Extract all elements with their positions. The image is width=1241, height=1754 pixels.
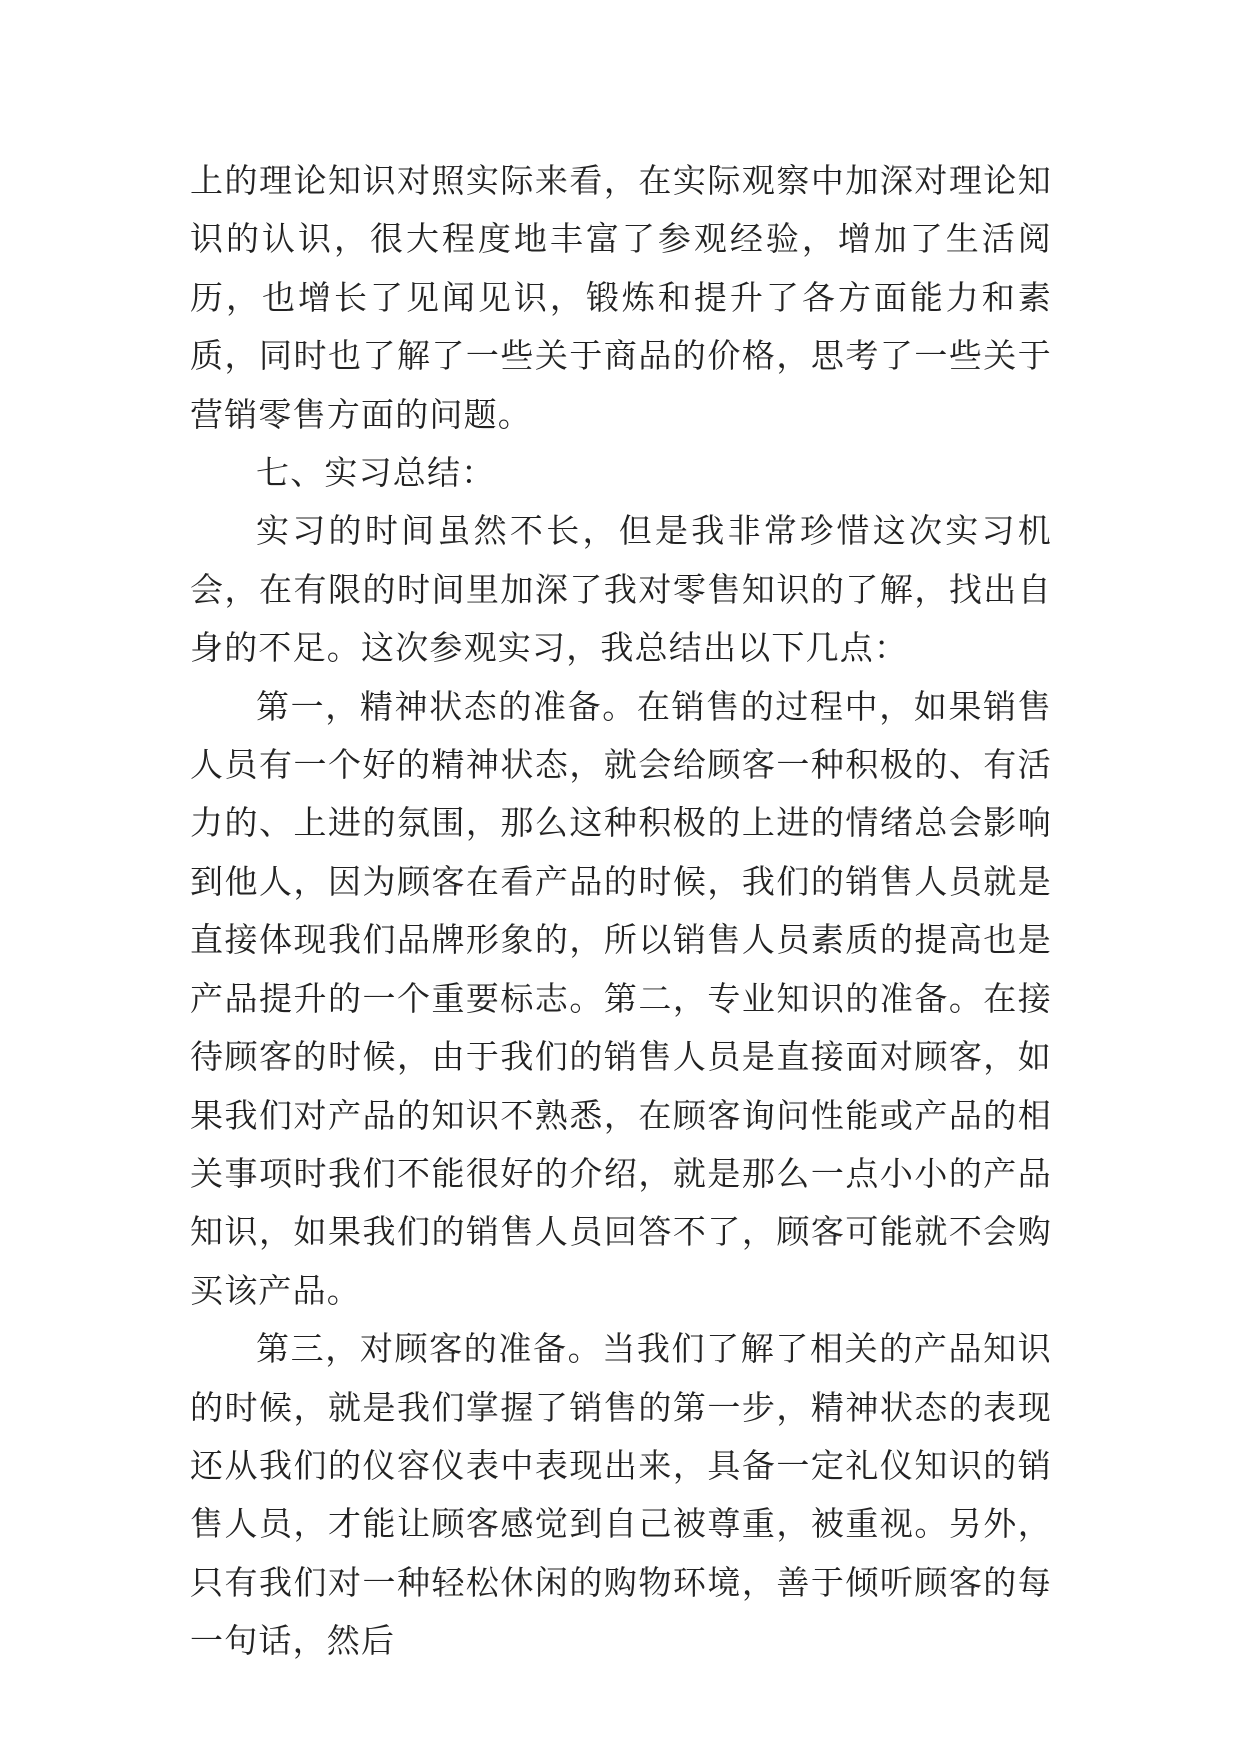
paragraph-intro: 实习的时间虽然不长，但是我非常珍惜这次实习机会，在有限的时间里加深了我对零售知识的了解，找出自身的不足。这次参观实习，我总结出以下几点： [190,511,1052,668]
document-body [190,152,1052,1671]
paragraph-continuation: 上的理论知识对照实际来看，在实际观察中加深对理论知识的认识，很大程度地丰富了参观经验，增加了生活阅历，也增长了见闻见识，锻炼和提升了各方面能力和素质，同时也了解了一些关于商品的价格，思考了一些关于营销零售方面的问题。 [190,161,1052,434]
section-heading-summary: 七、实习总结： [256,453,496,493]
paragraph-point-one-two: 第一，精神状态的准备。在销售的过程中，如果销售人员有一个好的精神状态，就会给顾客一种积极的、有活力的、上进的氛围，那么这种积极的上进的情绪总会影响到他人，因为顾客在看产品的时候，我们的销售人员就是直接体现我们品牌形象的，所以销售人员素质的提高也是产品提升的一个重要标志。第二，专业知识的准备。在接待顾客的时候，由于我们的销售人员是直接面对顾客，如果我们对产品的知识不熟悉，在顾客询问性能或产品的相关事项时我们不能很好的介绍，就是那么一点小小的产品知识，如果我们的销售人员回答不了，顾客可能就不会购买该产品。 [190,686,1052,1310]
paragraph-point-three: 第三，对顾客的准备。当我们了解了相关的产品知识的时候，就是我们掌握了销售的第一步，精神状态的表现还从我们的仪容仪表中表现出来，具备一定礼仪知识的销售人员，才能让顾客感觉到自己被尊重，被重视。另外，只有我们对一种轻松休闲的购物环境，善于倾听顾客的每一句话，然后 [190,1329,1052,1661]
